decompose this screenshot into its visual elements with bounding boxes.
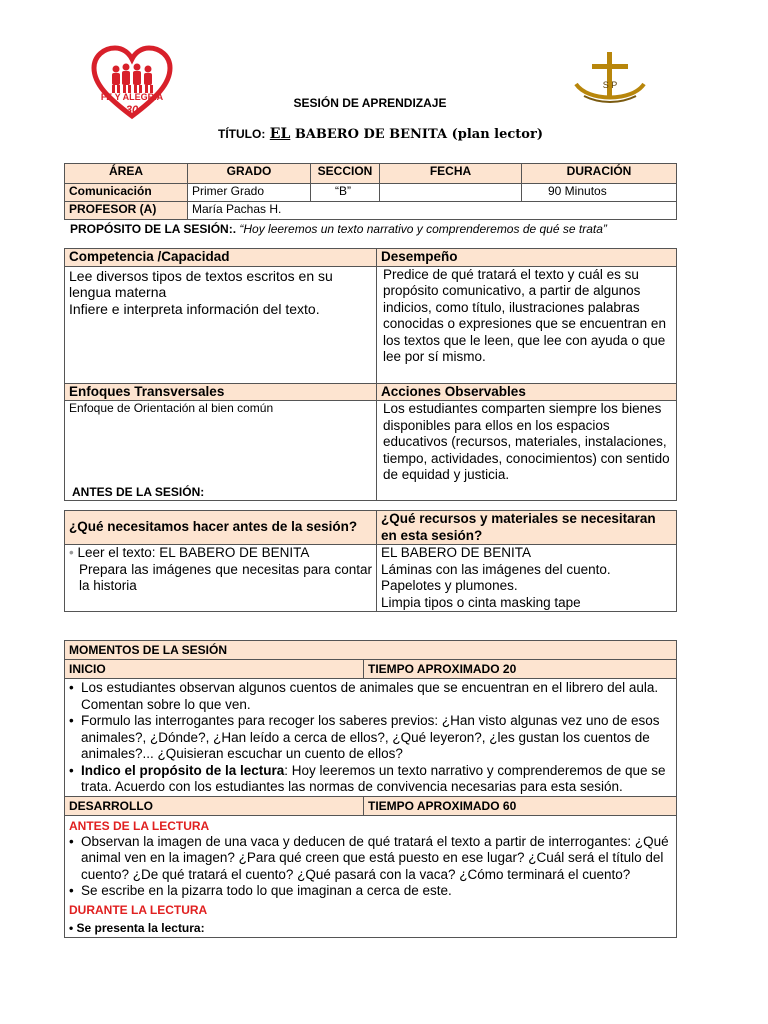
before-session-label: ANTES DE LA SESIÓN:	[72, 485, 205, 499]
todo-header: ¿Qué necesitamos hacer antes de la sesión?	[65, 511, 377, 545]
performance-cell: Predice de qué tratará el texto y cuál es su propósito comunicativo, a partir de algunos indicios, como título, ilustraciones palabras conocidas o expresiones que se encuentran en los textos que le leen, que lee con ayuda o que lee por sí mismo.	[377, 266, 677, 383]
header-seccion: SECCION	[311, 164, 380, 184]
todo-second: Prepara las imágenes que necesitas para contar la historia	[79, 561, 372, 593]
inicio-item-1: • Los estudiantes observan algunos cuentos de animales que se encuentran en el librero del aula. Comentan sobre lo que ven.	[69, 680, 672, 713]
before-session-table	[64, 510, 677, 612]
antes-lectura-heading: ANTES DE LA LECTURA	[69, 818, 210, 833]
teacher-value: María Pachas H.	[188, 202, 677, 220]
teacher-label: PROFESOR (A)	[65, 202, 188, 220]
todo-first-text: Leer el texto: EL BABERO DE BENITA	[77, 545, 310, 560]
competency-line-2: Infiere e interpreta información del texto.	[69, 300, 320, 317]
desarrollo-cell	[65, 815, 677, 937]
inicio-item-3-bold: Indico el propósito de la lectura	[81, 762, 285, 778]
title-el: EL	[269, 126, 291, 142]
moments-title: MOMENTOS DE LA SESIÓN	[65, 641, 677, 660]
approach-cell: Enfoque de Orientación al bien común	[65, 401, 377, 501]
purpose-text: “Hoy leeremos un texto narrativo y comprenderemos de qué se trata”	[236, 222, 607, 236]
inicio-item-3	[69, 763, 672, 796]
header-fecha: FECHA	[380, 164, 522, 184]
durante-lectura-heading: DURANTE LA LECTURA	[69, 902, 208, 917]
title-label: TÍTULO:	[218, 127, 266, 141]
resource-4: Limpia tipos o cinta masking tape	[381, 594, 581, 610]
inicio-time: TIEMPO APROXIMADO 20	[364, 660, 677, 679]
inicio-item-2: • Formulo las interrogantes para recoger los saberes previos: ¿Han visto algunas vez uno de esos animales?, ¿Dónde?, ¿Han leído a cerca de ellos?, ¿Qué leyeron?, ¿les gustan los cuentos de animales?... ¿Quisieran escuchar un cuento de ellos?	[69, 713, 672, 763]
info-table	[64, 163, 677, 220]
resources-header: ¿Qué recursos y materiales se necesitaran en esta sesión?	[377, 511, 677, 545]
moments-table	[64, 640, 677, 938]
resources-cell	[377, 545, 677, 612]
cell-grado: Primer Grado	[188, 184, 311, 202]
competency-line-1: Lee diversos tipos de textos escritos en su lengua materna	[69, 267, 333, 300]
approach-header: Enfoques Transversales	[65, 383, 377, 401]
cell-fecha	[380, 184, 522, 202]
resource-2: Láminas con las imágenes del cuento.	[381, 561, 611, 577]
actions-header: Acciones Observables	[377, 383, 677, 401]
fe-y-alegria-logo	[88, 44, 176, 124]
desarrollo-item-1: • Observan la imagen de una vaca y deducen de qué tratará el texto a partir de interrogantes: ¿Qué animal ven en la imagen? ¿Para qué creen que está puesto en ese lugar? ¿Cuál será el título del cuento? ¿De qué tratará el cuento? ¿Qué pasará con la vaca? ¿Cómo terminará el cuento?	[69, 834, 672, 884]
cell-duracion: 90 Minutos	[522, 184, 677, 202]
cell-area: Comunicación	[65, 184, 188, 202]
logo-left-text: FE Y ALEGRIA	[100, 92, 164, 102]
competency-cell	[65, 266, 377, 383]
inicio-item-3-rest: : Hoy leeremos un texto narrativo y comprenderemos de que se trata. Acuerdo con los estudiantes las normas de convivencia necesarias para esta sesión.	[81, 762, 666, 794]
header-area: ÁREA	[65, 164, 188, 184]
actions-cell: Los estudiantes comparten siempre los bienes disponibles para ellos en los espacios educativos (recursos, materiales, instalaciones, tiempo, actividades, conocimientos) con sentido de equidad y justicia.	[377, 401, 677, 501]
desarrollo-item-2: • Se escribe en la pizarra todo lo que imaginan a cerca de este.	[69, 883, 672, 900]
competency-header: Competencia /Capacidad	[65, 249, 377, 267]
performance-header: Desempeño	[377, 249, 677, 267]
inicio-cell	[65, 679, 677, 797]
session-title: SESIÓN DE APRENDIZAJE	[293, 96, 447, 110]
header-grado: GRADO	[188, 164, 311, 184]
todo-first: • Leer el texto: EL BABERO DE BENITA	[69, 545, 310, 560]
title-rest: BABERO DE BENITA (plan lector)	[290, 127, 543, 142]
logo-left-number: 30	[125, 104, 139, 116]
todo-cell	[65, 545, 377, 612]
competency-table	[64, 248, 677, 501]
desarrollo-time: TIEMPO APROXIMADO 60	[364, 796, 677, 815]
desarrollo-label: DESARROLLO	[65, 796, 364, 815]
presenta-text: Se presenta la lectura:	[76, 920, 205, 935]
logo-right-text: S P	[602, 80, 618, 90]
cell-seccion: “B”	[311, 184, 380, 202]
session-purpose	[70, 222, 607, 236]
header-duracion: DURACIÓN	[522, 164, 677, 184]
resource-3: Papelotes y plumones.	[381, 578, 518, 593]
inicio-label: INICIO	[65, 660, 364, 679]
lesson-title	[218, 125, 543, 143]
presenta-item: • Se presenta la lectura:	[69, 920, 205, 935]
purpose-label: PROPÓSITO DE LA SESIÓN:.	[70, 222, 237, 236]
resource-1: EL BABERO DE BENITA	[381, 545, 532, 560]
